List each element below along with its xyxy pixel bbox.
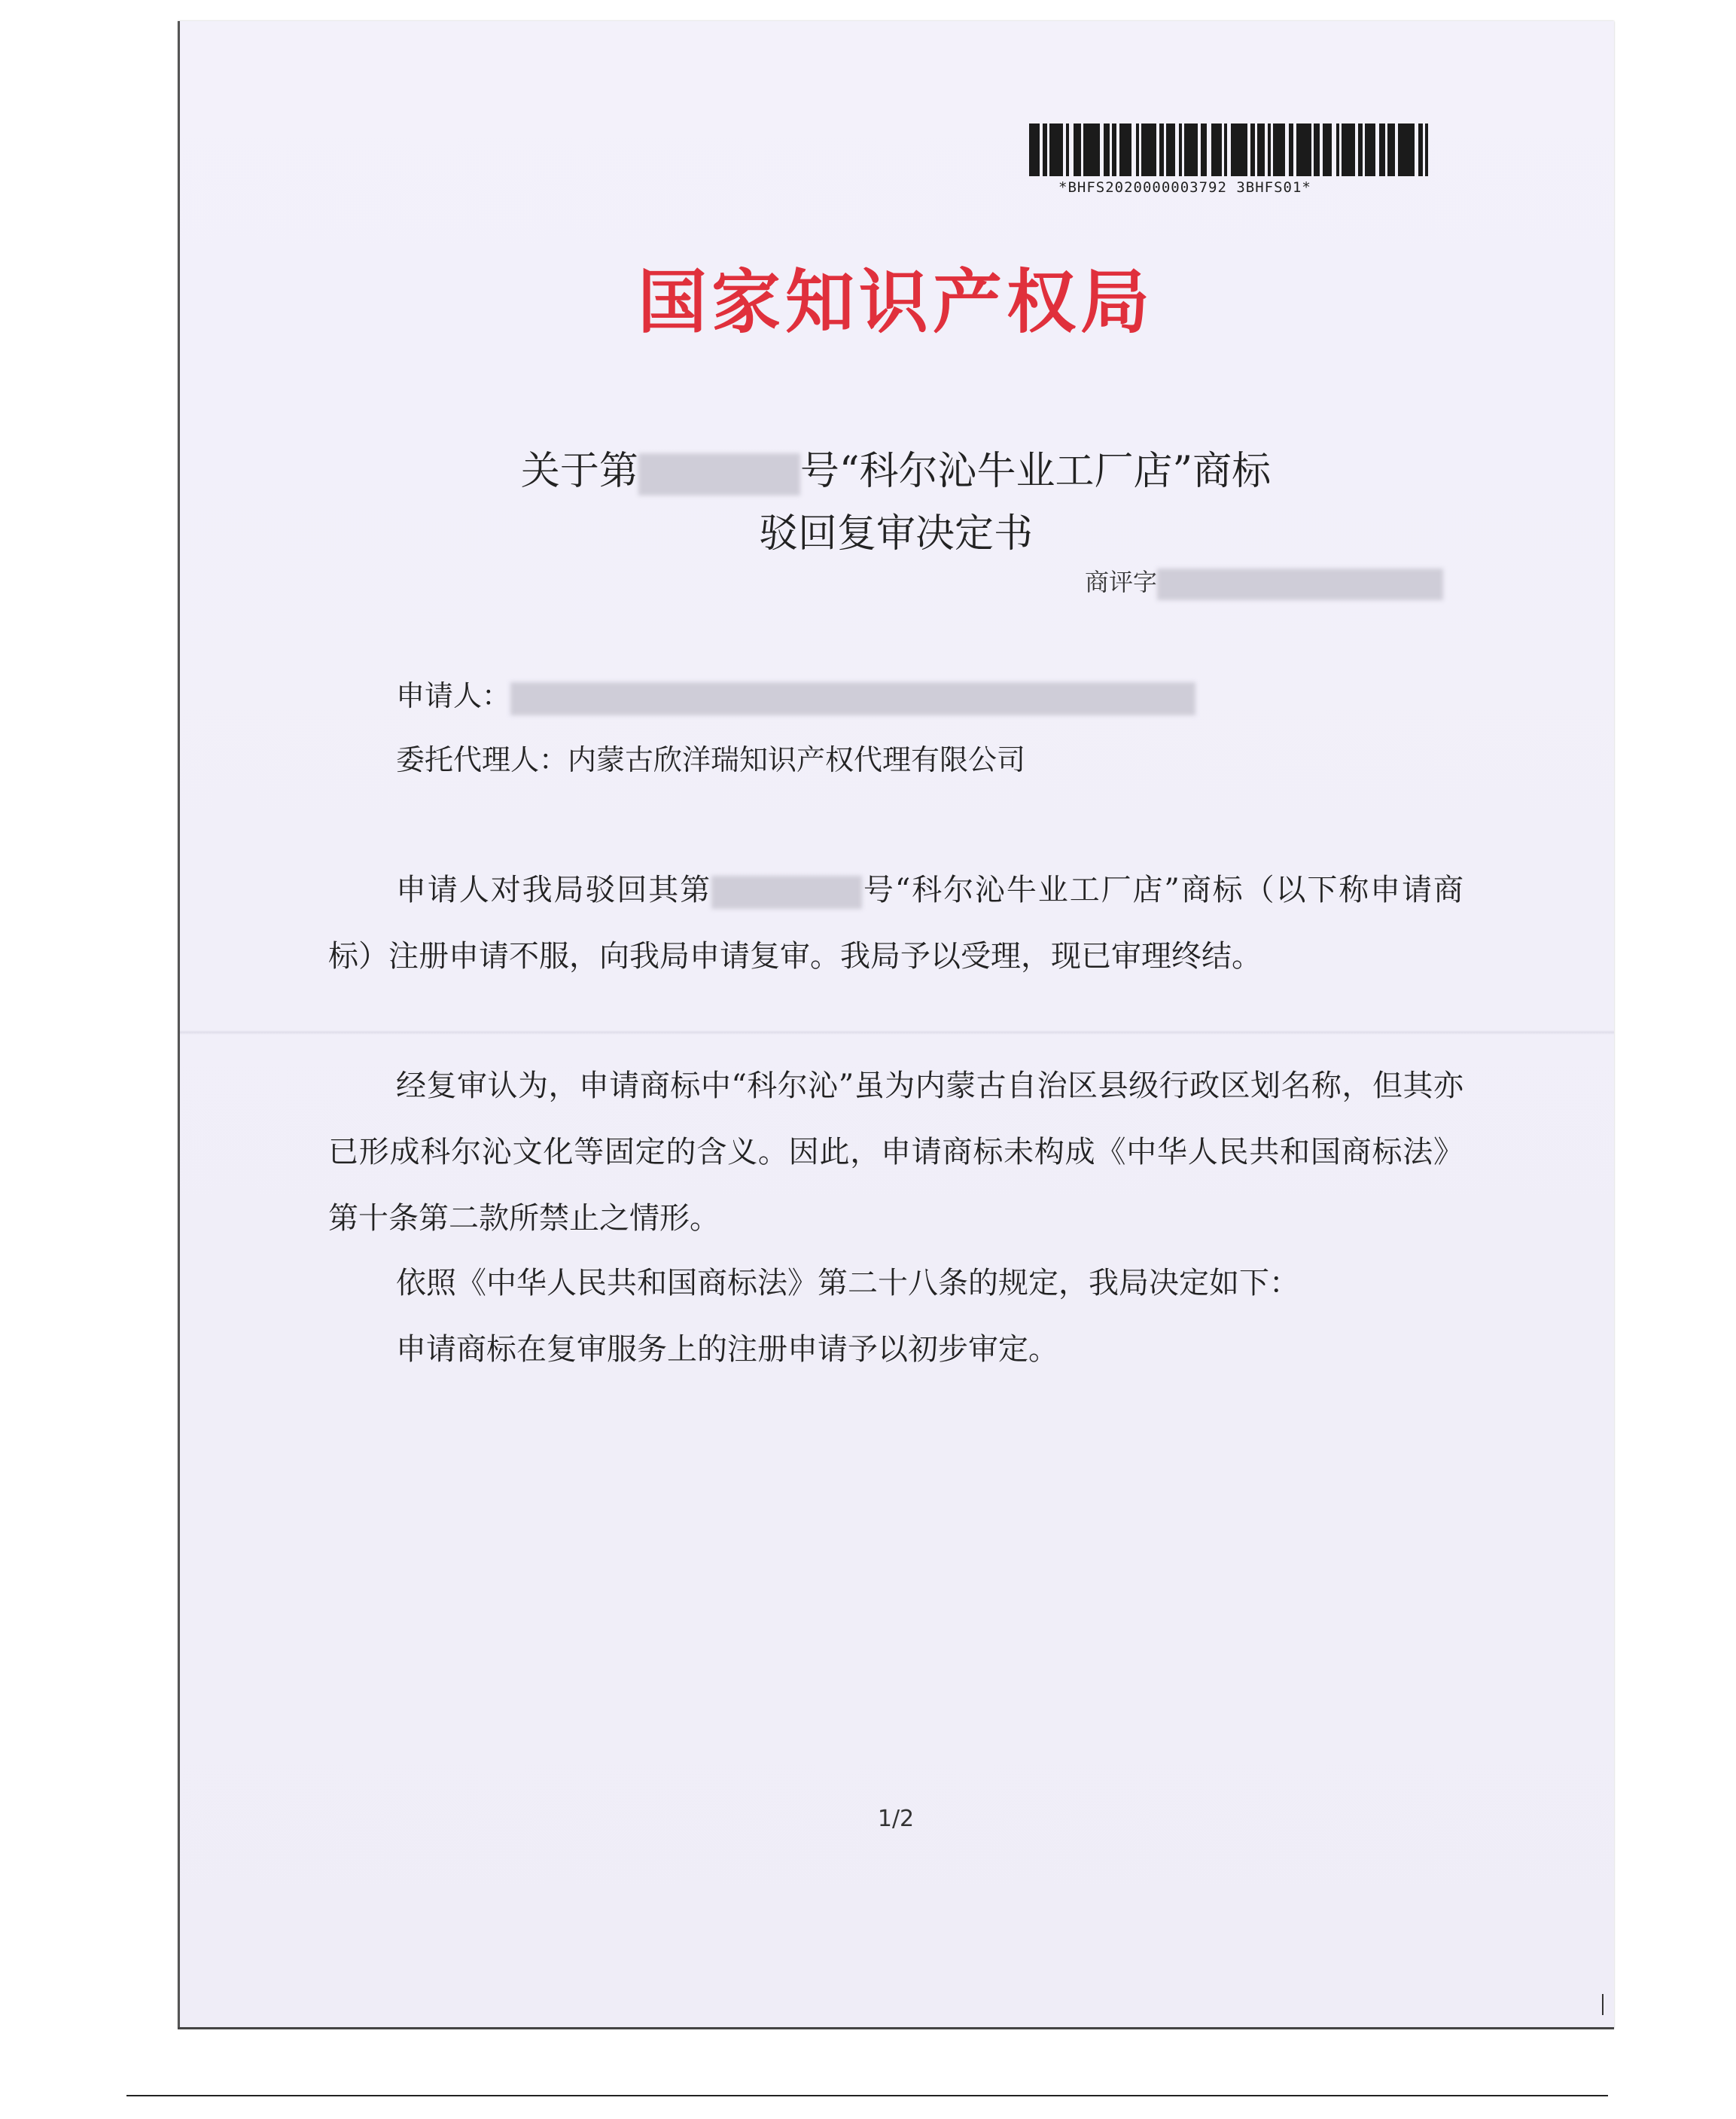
reference-prefix: 商评字 bbox=[1085, 568, 1158, 596]
paragraph-1 bbox=[328, 857, 1463, 989]
agent-name: 内蒙古欣洋瑞知识产权代理有限公司 bbox=[568, 743, 1026, 776]
agency-title: 国家知识产权局 bbox=[637, 262, 1154, 343]
paragraph-1-suffix: 号“科尔沁牛业工厂店”商标（以下称申请商标）注册申请不服，向我局申请复审。我局予以受理，现已审理终结。 bbox=[328, 873, 1463, 974]
redacted-application-number bbox=[711, 876, 862, 909]
footer-rule bbox=[126, 2095, 1608, 2096]
paragraph-3: 依照《中华人民共和国商标法》第二十八条的规定，我局决定如下： bbox=[396, 1266, 1299, 1300]
reference-number bbox=[1085, 563, 1443, 600]
decision-title-line1 bbox=[178, 439, 1614, 495]
paragraph-4: 申请商标在复审服务上的注册申请予以初步审定。 bbox=[396, 1332, 1058, 1367]
redacted-number bbox=[638, 453, 800, 495]
title-prefix: 关于第 bbox=[520, 449, 638, 494]
paper-edge-left bbox=[178, 21, 180, 2029]
paragraph-1-prefix: 申请人对我局驳回其第 bbox=[396, 873, 712, 907]
barcode bbox=[1029, 123, 1565, 176]
redacted-reference bbox=[1157, 569, 1443, 600]
decision-title-line2: 驳回复审决定书 bbox=[758, 511, 1033, 556]
redacted-applicant bbox=[510, 682, 1195, 715]
paper-fold bbox=[178, 1030, 1614, 1035]
page-number: 1/2 bbox=[877, 1806, 915, 1832]
title-suffix: 号“科尔沁牛业工厂店”商标 bbox=[799, 449, 1272, 494]
margin-tick bbox=[1602, 1994, 1604, 2015]
document-page bbox=[178, 21, 1614, 2029]
applicant-label: 申请人： bbox=[396, 679, 511, 712]
agent-field bbox=[396, 736, 1025, 778]
paper-edge-bottom bbox=[178, 2027, 1614, 2029]
agent-label: 委托代理人： bbox=[396, 743, 568, 776]
applicant-field bbox=[396, 672, 1195, 715]
paragraph-2: 经复审认为，申请商标中“科尔沁”虽为内蒙古自治区县级行政区划名称，但其亦已形成科尔沁文化等固定的含义。因此，申请商标未构成《中华人民共和国商标法》第十条第二款所禁止之情形。 bbox=[328, 1069, 1463, 1236]
barcode-text: *BHFS2020000003792 3BHFS01* bbox=[1058, 179, 1311, 196]
